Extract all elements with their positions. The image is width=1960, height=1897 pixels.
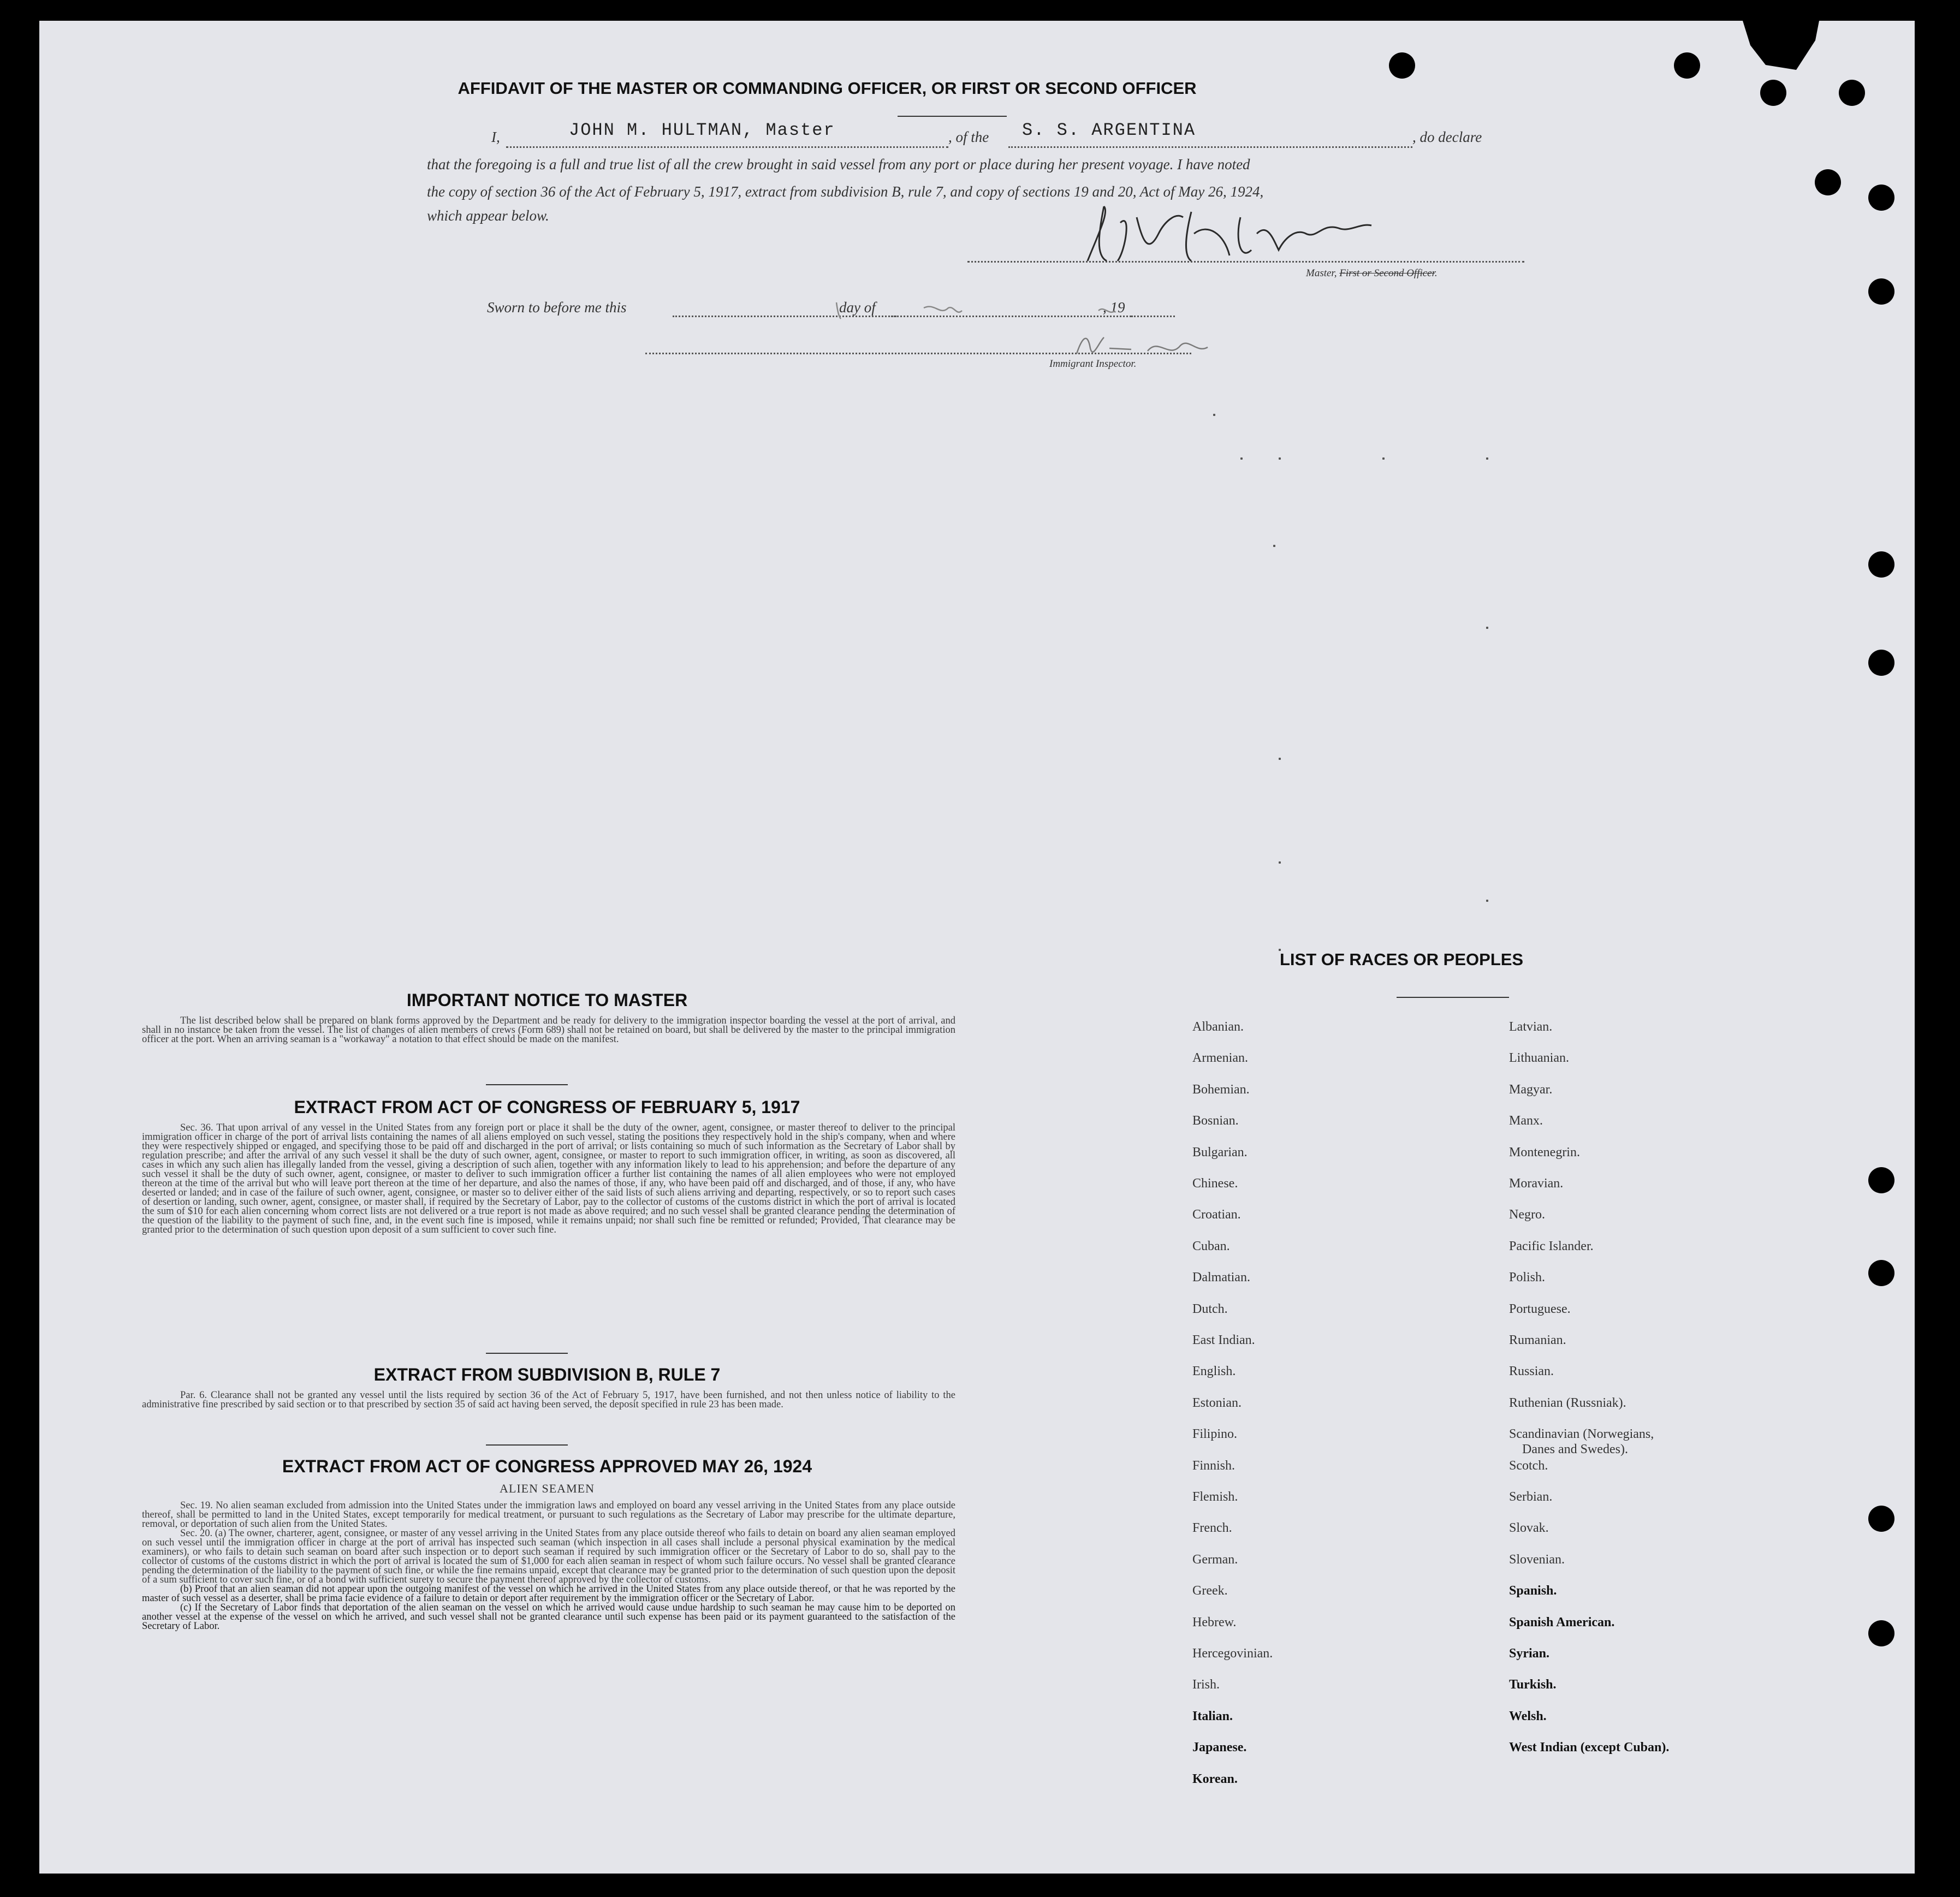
master-caption <box>1306 267 1438 280</box>
race-item-right: West Indian (except Cuban). <box>1509 1740 1670 1755</box>
punch-hole <box>1760 80 1786 106</box>
speck <box>1486 457 1488 460</box>
affidavit-line-2: that the foregoing is a full and true list of all the crew brought in said vessel from any port or place during her present voyage. I have noted <box>427 156 1250 173</box>
master-caption-end: . <box>1434 267 1438 279</box>
speck <box>1382 457 1385 460</box>
sec19-paragraph: Sec. 19. No alien seaman excluded from admission into the United States under the immigration laws and employed on board any vessel arriving in the United States from any place outside thereof, shall be permitted to land in the United States, except temporarily for medical treatment, or pursuant to such regulations as the Secretary of Labor may prescribe for the ultimate departure, removal, or deportation of such alien from the United States. <box>142 1500 955 1530</box>
race-item-left: Albanian. <box>1192 1020 1244 1034</box>
punch-hole <box>1868 1260 1894 1286</box>
race-item-left: Filipino. <box>1192 1427 1238 1442</box>
punch-hole <box>1868 650 1894 676</box>
race-item-right: Montenegrin. <box>1509 1145 1580 1159</box>
race-item-left: Finnish. <box>1192 1458 1236 1473</box>
race-item-right: Rumanian. <box>1509 1333 1566 1347</box>
affidavit-title: AFFIDAVIT OF THE MASTER OR COMMANDING OFFICER, OR FIRST OR SECOND OFFICER <box>458 79 1197 98</box>
punch-hole <box>1389 52 1415 79</box>
master-name-value: JOHN M. HULTMAN, Master <box>569 120 835 140</box>
race-item-right: Slovenian. <box>1509 1552 1565 1567</box>
day-of-label: day of <box>839 299 876 316</box>
race-item-right: Danes and Swedes). <box>1522 1442 1628 1457</box>
master-caption-label: Master, <box>1306 267 1337 279</box>
race-item-right: Ruthenian (Russniak). <box>1509 1395 1626 1410</box>
extract-rule7-title: EXTRACT FROM SUBDIVISION B, RULE 7 <box>373 1365 721 1384</box>
race-item-right: Turkish. <box>1509 1678 1557 1692</box>
punch-hole <box>1868 1620 1894 1646</box>
race-item-left: Cuban. <box>1192 1239 1230 1253</box>
section-divider <box>486 1444 568 1446</box>
race-item-left: Japanese. <box>1192 1740 1247 1755</box>
race-item-left: Hebrew. <box>1192 1615 1237 1630</box>
race-item-right: Russian. <box>1509 1364 1554 1379</box>
punch-hole <box>1674 52 1700 79</box>
speck <box>1279 758 1281 760</box>
race-item-left: Italian. <box>1192 1709 1233 1723</box>
race-item-right: Portuguese. <box>1509 1301 1571 1316</box>
punch-hole <box>1868 1506 1894 1532</box>
punch-hole <box>1815 169 1841 195</box>
extract-1917-body <box>142 1123 955 1235</box>
torn-corner <box>1743 21 1819 70</box>
race-item-left: English. <box>1192 1364 1236 1379</box>
manifest-page <box>39 21 1915 1874</box>
races-title: LIST OF RACES OR PEOPLES <box>1280 950 1524 969</box>
sworn-date-handwriting <box>825 292 1164 324</box>
extract-1924-subtitle: ALIEN SEAMEN <box>500 1482 595 1495</box>
race-item-left: Dalmatian. <box>1192 1270 1250 1285</box>
extract-1917-title: EXTRACT FROM ACT OF CONGRESS OF FEBRUARY 5, 1917 <box>294 1097 800 1117</box>
vessel-name-value: S. S. ARGENTINA <box>1022 120 1196 140</box>
master-name-line <box>506 146 948 148</box>
race-item-right: Scotch. <box>1509 1458 1548 1473</box>
race-item-left: French. <box>1192 1521 1232 1536</box>
of-the-label: , of the <box>948 129 989 145</box>
race-item-left: Croatian. <box>1192 1208 1241 1222</box>
race-item-right: Scandinavian (Norwegians, <box>1509 1427 1654 1442</box>
section-divider <box>486 1353 568 1354</box>
notice-title: IMPORTANT NOTICE TO MASTER <box>406 990 688 1010</box>
master-signature <box>1066 201 1415 272</box>
races-divider <box>1397 997 1509 998</box>
notice-paragraph: The list described below shall be prepared on blank forms approved by the Department and be ready for delivery to the immigration inspector boarding the vessel at the port of arrival, and shall in no instance be taken from the vessel. The list of changes of alien members of crews (Form 689) shall not be retained on board, but shall be delivered by the master to the principal immigration officer at the port. When an arriving seaman is a "workaway" a notation to that effect should be made on the manifest. <box>142 1015 955 1045</box>
speck <box>1279 457 1281 460</box>
race-item-left: Bulgarian. <box>1192 1145 1248 1159</box>
section-divider <box>486 1084 568 1085</box>
punch-hole <box>1839 80 1865 106</box>
punch-hole <box>1868 551 1894 578</box>
race-item-left: Dutch. <box>1192 1301 1228 1316</box>
race-item-right: Manx. <box>1509 1114 1543 1128</box>
race-item-right: Negro. <box>1509 1208 1545 1222</box>
race-item-right: Pacific Islander. <box>1509 1239 1594 1253</box>
race-item-right: Serbian. <box>1509 1490 1553 1504</box>
master-caption-struck: First or Second Officer <box>1339 267 1435 279</box>
inspector-caption: Immigrant Inspector. <box>1049 358 1137 370</box>
punch-hole <box>1868 278 1894 305</box>
race-item-left: Bohemian. <box>1192 1082 1250 1097</box>
sec20a-paragraph: Sec. 20. (a) The owner, charterer, agent, consignee, or master of any vessel arriving in the United States from any place outside thereof who fails to detain on board any alien seaman employed on such vessel until the immigration officer in charge at the port of arrival has inspected such seaman (which inspection in all cases shall include a personal physical examination by the medical examiners), or who fails to detain such seaman on board after such inspection or to deport such seaman if required by such immigration officer or the Secretary of Labor to do so, shall pay to the collector of customs of the customs district in which the port of arrival is located the sum of $1,000 for each alien seaman in respect of whom such failure occurs. No vessel shall be granted clearance pending the determination of the liability to the payment of such fine, or while the fine remains unpaid, except that clearance may be granted prior to the determination of such question upon the deposit of a sum sufficient to cover such fine, or of a bond with sufficient surety to secure the payment thereof approved by the collector of customs. <box>142 1528 955 1585</box>
race-item-left: East Indian. <box>1192 1333 1255 1347</box>
extract-1917-paragraph: Sec. 36. That upon arrival of any vessel in the United States from any foreign port or place it shall be the duty of the owner, agent, consignee, or master thereof to deliver to the principal immigration officer in charge of the port of arrival lists containing the names of all aliens employed on such vessel, stating the positions they respectively hold in the ship's company, when and where they were respectively shipped or engaged, and specifying those to be paid off and discharged in the port of arrival; or lists containing so much of such information as the Secretary of Labor shall by regulation prescribe; and after the arrival of any such vessel it shall be the duty of such owner, agent, consignee, or master to report to such immigration officer, in writing, as soon as discovered, all cases in which any such alien has illegally landed from the vessel, giving a description of such alien, together with any information likely to lead to his apprehension; and before the departure of any such vessel it shall be the duty of such owner, agent, consignee, or master to deliver to such immigration officer a further list containing the names of all alien employees who were not employed thereon at the time of the arrival but who will leave port thereon at the time of her departure, and also the names of those, if any, who have been paid off and discharged, and of those, if any, who have deserted or landed; and in case of the failure of such owner, agent, consignee, or master so to deliver either of the said lists of such aliens arriving and departing, respectively, or so to report such cases of desertion or landing, such owner, agent, consignee, or master shall, if required by the Secretary of Labor, pay to the collector of customs of the customs district in which the port of arrival is located the sum of $10 for each alien concerning whom correct lists are not delivered or a true report is not made as above required; and no such vessel shall be granted clearance pending the determination of the question of the liability to the payment of such fine, and, in the event such fine is imposed, while it remains unpaid; nor shall such fine be remitted or refunded; Provided, That clearance may be granted prior to the determination of such question upon deposit of a sum sufficient to cover such fine. <box>142 1122 955 1235</box>
extract-1924-title: EXTRACT FROM ACT OF CONGRESS APPROVED MAY 26, 1924 <box>282 1456 812 1476</box>
race-item-right: Latvian. <box>1509 1020 1553 1034</box>
speck <box>1273 545 1275 547</box>
race-item-right: Spanish. <box>1509 1584 1557 1598</box>
race-item-right: Polish. <box>1509 1270 1546 1285</box>
speck <box>1279 861 1281 864</box>
title-divider <box>898 116 1007 117</box>
race-item-right: Moravian. <box>1509 1176 1564 1191</box>
sec20b-paragraph: (b) Proof that an alien seaman did not appear upon the outgoing manifest of the vessel on which he arrived in the United States from any place outside thereof, or that he was reported by the master of such vessel as a deserter, shall be prima facie evidence of a failure to detain or deport after requirement by the immigration officer or the Secretary of Labor. <box>142 1584 955 1604</box>
punch-hole <box>1868 1167 1894 1193</box>
race-item-right: Spanish American. <box>1509 1615 1615 1630</box>
extract-rule7-paragraph: Par. 6. Clearance shall not be granted any vessel until the lists required by section 36 of the Act of February 5, 1917, have been furnished, and not then unless notice of liability to the administrative fine prescribed by said section or to that prescribed by section 35 of said act having been served, the deposit specified in rule 23 has been made. <box>142 1390 955 1410</box>
race-item-left: Flemish. <box>1192 1490 1238 1504</box>
race-item-left: Irish. <box>1192 1678 1220 1692</box>
prefix-i: I, <box>491 129 500 145</box>
race-item-right: Magyar. <box>1509 1082 1553 1097</box>
race-item-left: Chinese. <box>1192 1176 1238 1191</box>
vessel-name-line <box>1008 146 1412 148</box>
race-item-left: Bosnian. <box>1192 1114 1239 1128</box>
race-item-left: German. <box>1192 1552 1238 1567</box>
sworn-label: Sworn to before me this <box>487 299 627 316</box>
extract-rule7-body <box>142 1391 955 1410</box>
sec20c-paragraph: (c) If the Secretary of Labor finds that deportation of the alien seaman on the vessel on which he arrived would cause undue hardship to such seaman he may cause him to be deported on another vessel at the expense of the vessel on which he arrived, and such vessel shall not be granted clearance until such expense has been paid or its payment guaranteed to the satisfaction of the Secretary of Labor. <box>142 1602 955 1632</box>
race-item-right: Syrian. <box>1509 1646 1550 1661</box>
year-prefix: , 19 <box>1103 299 1125 316</box>
race-item-right: Lithuanian. <box>1509 1051 1569 1066</box>
speck <box>1213 414 1215 416</box>
race-item-left: Korean. <box>1192 1771 1238 1786</box>
punch-hole <box>1868 185 1894 211</box>
do-declare-label: , do declare <box>1412 129 1482 145</box>
affidavit-line-3: the copy of section 36 of the Act of February 5, 1917, extract from subdivision B, rule 7, and copy of sections 19 and 20, Act of May 26, 1924, <box>427 183 1264 200</box>
extract-1924-body <box>142 1501 955 1631</box>
speck <box>1240 457 1243 460</box>
speck <box>1486 900 1488 902</box>
race-item-left: Hercegovinian. <box>1192 1646 1273 1661</box>
race-item-left: Estonian. <box>1192 1395 1242 1410</box>
race-item-right: Slovak. <box>1509 1521 1549 1536</box>
race-item-left: Greek. <box>1192 1584 1228 1598</box>
race-item-left: Armenian. <box>1192 1051 1248 1066</box>
affidavit-line-4: which appear below. <box>427 207 549 224</box>
speck <box>1486 627 1488 629</box>
notice-body <box>142 1016 955 1044</box>
race-item-right: Welsh. <box>1509 1709 1547 1723</box>
